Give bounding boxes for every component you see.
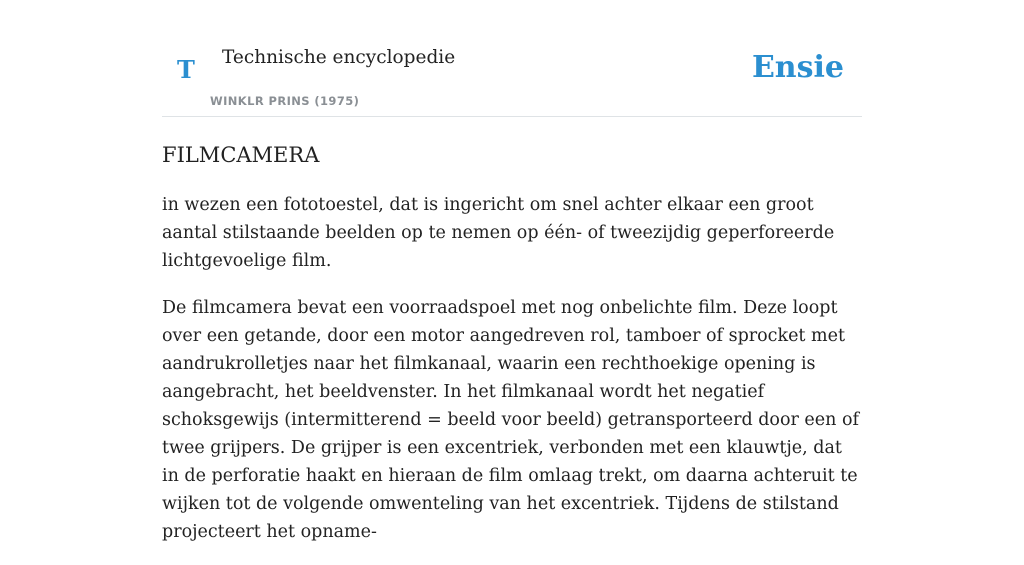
letter-badge: T xyxy=(177,55,195,84)
ensie-logo[interactable]: Ensie xyxy=(751,50,844,85)
paragraph: De filmcamera bevat een voorraadspoel met nog onbelichte film. Deze loopt over een getande, door een motor aangedreven rol, tamboer of sprocket met aandrukrolletjes naar het filmkanaal, waarin een rechthoekige opening is aangebracht, het beeldvenster. In het filmkanaal wordt het negatief schoksgewijs (intermitterend = beeld voor beeld) getransporteerd door een of twee grijpers. De grijper is een excentriek, verbonden met een klauwtje, dat in de perforatie haakt en hieraan de film omlaag trekt, om daarna achteruit te wijken tot de volgende omwenteling van het excentriek. Tijdens de stilstand projecteert het opname- xyxy=(162,298,859,542)
book-title-link[interactable]: Technische encyclopedie xyxy=(222,47,456,68)
article xyxy=(162,138,862,565)
header xyxy=(162,0,862,117)
book-source: WINKLR PRINS (1975) xyxy=(210,94,360,108)
paragraph: in wezen een fototoestel, dat is ingericht om snel achter elkaar een groot aantal stilstaande beelden op te nemen op één- of tweezijdig geperforeerde lichtgevoelige film. xyxy=(162,195,835,271)
entry-title: FILMCAMERA xyxy=(162,143,320,167)
